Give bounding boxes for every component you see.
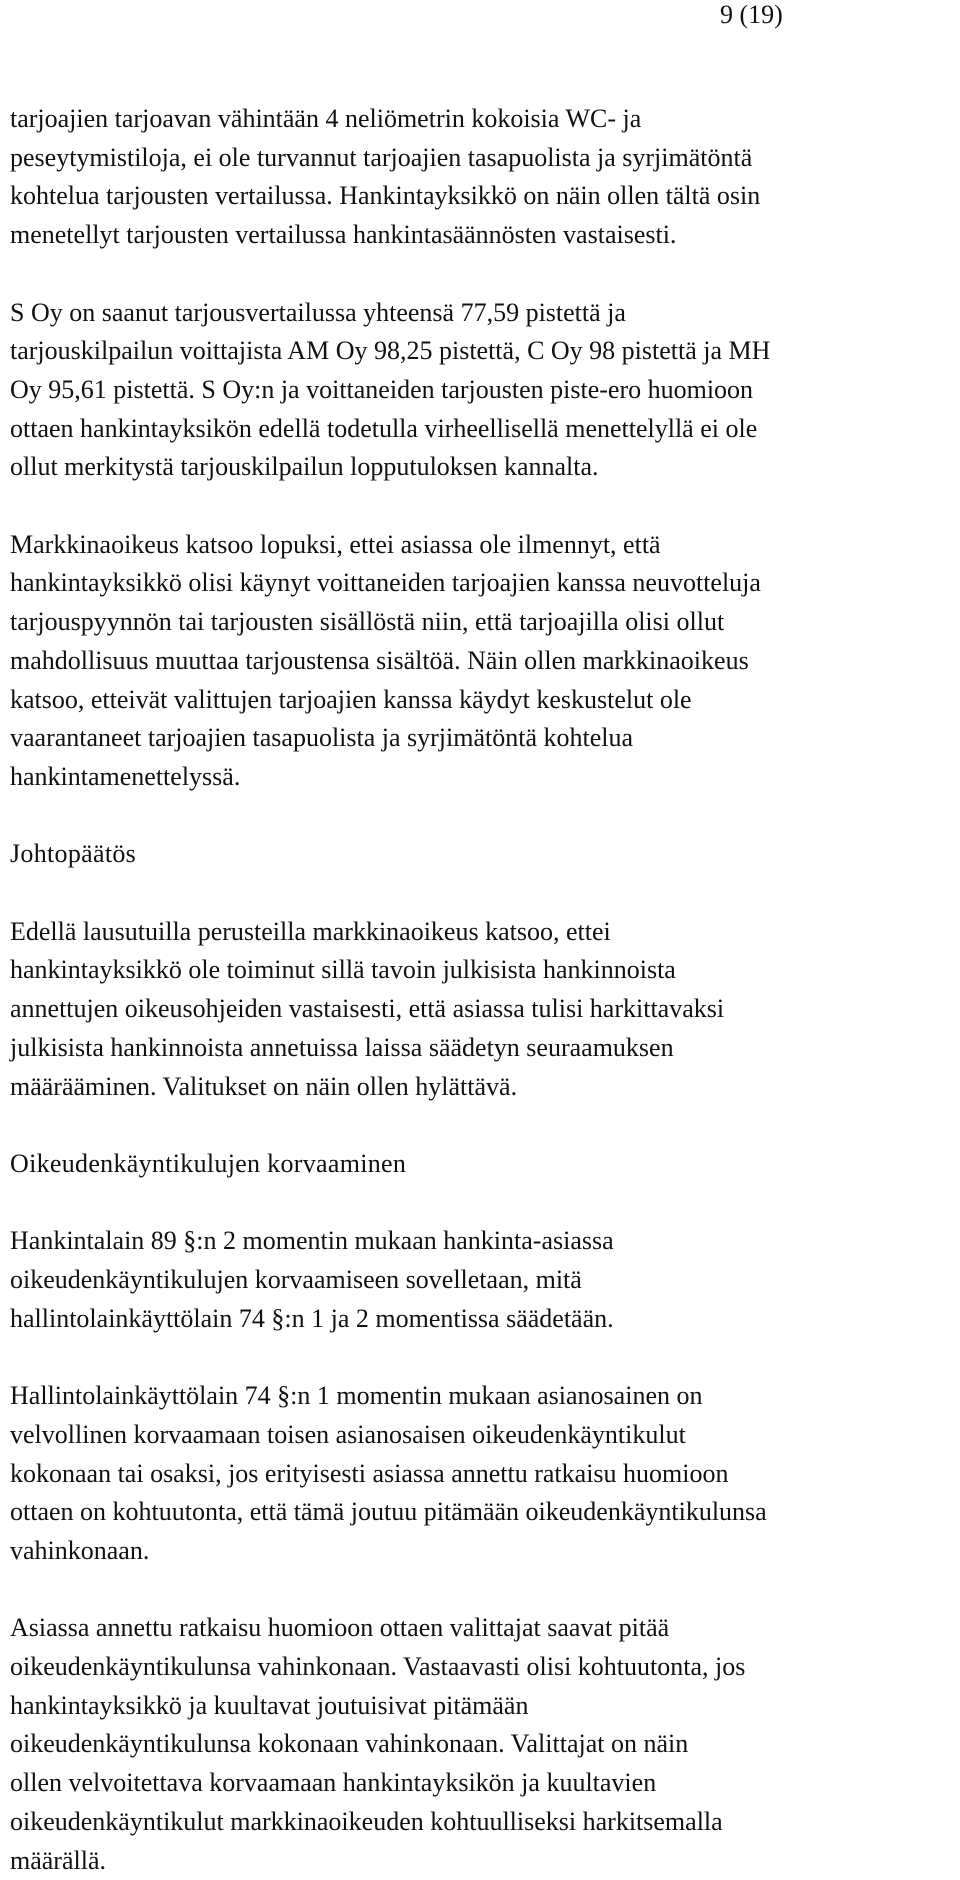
text-line: oikeudenkäyntikulujen korvaamiseen sovelletaan, mitä xyxy=(10,1265,582,1294)
text-line: annettujen oikeusohjeiden vastaisesti, että asiassa tulisi harkittavaksi xyxy=(10,994,725,1024)
text-line: tarjouspyynnön tai tarjousten sisällöstä niin, että tarjoajilla olisi ollut xyxy=(10,607,725,637)
text-line: Hallintolainkäyttölain 74 §:n 1 momentin mukaan asianosainen on xyxy=(10,1381,703,1411)
text-line: oikeudenkäyntikulunsa vahinkonaan. Vastaavasti olisi kohtuutonta, jos xyxy=(10,1652,746,1681)
text-line: velvollinen korvaamaan toisen asianosaisen oikeudenkäyntikulut xyxy=(10,1419,686,1449)
text-line: vaarantaneet tarjoajien tasapuolista ja syrjimätöntä kohtelua xyxy=(10,723,634,753)
text-line: ottaen on kohtuutonta, että tämä joutuu pitämään oikeudenkäyntikulunsa xyxy=(10,1497,767,1527)
text-line: Hankintalain 89 §:n 2 momentin mukaan hankinta-asiassa xyxy=(10,1226,614,1256)
paragraph-gap xyxy=(10,874,955,913)
text-line: oikeudenkäyntikulut markkinaoikeuden kohtuulliseksi harkitsemalla xyxy=(10,1806,723,1836)
text-line: Asiassa annettu ratkaisu huomioon ottaen valittajat saavat pitää xyxy=(10,1613,670,1643)
text-line: peseytymistiloja, ei ole turvannut tarjoajien tasapuolista ja syrjimätöntä xyxy=(10,142,753,172)
paragraph-gap xyxy=(10,487,955,526)
paragraph xyxy=(10,913,955,1107)
paragraph xyxy=(10,1609,955,1880)
section-heading: Johtopäätös xyxy=(10,839,137,869)
text-line: kokonaan tai osaksi, jos erityisesti asiassa annettu ratkaisu huomioon xyxy=(10,1458,729,1488)
paragraph-gap xyxy=(10,255,955,294)
text-line: ollen velvoitettava korvaamaan hankintayksikön ja kuultavien xyxy=(10,1768,657,1798)
text-line: vahinkonaan. xyxy=(10,1535,150,1565)
paragraph-gap xyxy=(10,1106,955,1145)
paragraph xyxy=(10,526,955,797)
text-line: määrällä. xyxy=(10,1845,106,1875)
paragraph-gap xyxy=(10,1184,955,1223)
paragraph-gap xyxy=(10,1571,955,1610)
text-line: määrääminen. Valitukset on näin ollen hylättävä. xyxy=(10,1071,518,1101)
text-line: hallintolainkäyttölain 74 §:n 1 ja 2 momentissa säädetään. xyxy=(10,1303,614,1333)
text-line: julkisista hankinnoista annetuissa laissa säädetyn seuraamuksen xyxy=(10,1032,674,1062)
section-heading: Oikeudenkäyntikulujen korvaaminen xyxy=(10,1148,407,1178)
document-body xyxy=(10,100,955,1880)
text-line: S Oy on saanut tarjousvertailussa yhteensä 77,59 pistettä ja xyxy=(10,297,626,327)
text-line: hankintamenettelyssä. xyxy=(10,761,241,791)
text-line: ottaen hankintayksikön edellä todetulla virheellisellä menettelyllä ei ole xyxy=(10,413,758,443)
page-number: 9 (19) xyxy=(720,0,783,29)
paragraph-gap xyxy=(10,797,955,836)
text-line: ollut merkitystä tarjouskilpailun lopputuloksen kannalta. xyxy=(10,452,599,482)
text-line: katsoo, etteivät valittujen tarjoajien kanssa käydyt keskustelut ole xyxy=(10,684,692,714)
text-line: hankintayksikkö olisi käynyt voittaneiden tarjoajien kanssa neuvotteluja xyxy=(10,568,761,598)
paragraph-gap xyxy=(10,1338,955,1377)
text-line: hankintayksikkö ole toiminut sillä tavoin julkisista hankinnoista xyxy=(10,955,676,985)
text-line: hankintayksikkö ja kuultavat joutuisivat pitämään xyxy=(10,1690,529,1720)
paragraph xyxy=(10,100,955,255)
text-line: oikeudenkäyntikulunsa kokonaan vahinkonaan. Valittajat on näin xyxy=(10,1729,689,1759)
text-line: tarjouskilpailun voittajista AM Oy 98,25 pistettä, C Oy 98 pistettä ja MH xyxy=(10,336,771,366)
paragraph xyxy=(10,1377,955,1571)
text-line: kohtelua tarjousten vertailussa. Hankintayksikkö on näin ollen tältä osin xyxy=(10,181,761,211)
paragraph xyxy=(10,294,955,488)
text-line: Markkinaoikeus katsoo lopuksi, ettei asiassa ole ilmennyt, että xyxy=(10,529,661,559)
paragraph xyxy=(10,1222,955,1338)
text-line: menetellyt tarjousten vertailussa hankintasäännösten vastaisesti. xyxy=(10,220,677,250)
text-line: Edellä lausutuilla perusteilla markkinaoikeus katsoo, ettei xyxy=(10,916,611,946)
text-line: Oy 95,61 pistettä. S Oy:n ja voittaneiden tarjousten piste-ero huomioon xyxy=(10,374,754,404)
text-line: tarjoajien tarjoavan vähintään 4 neliömetrin kokoisia WC- ja xyxy=(10,104,642,133)
text-line: mahdollisuus muuttaa tarjoustensa sisältöä. Näin ollen markkinaoikeus xyxy=(10,645,749,675)
